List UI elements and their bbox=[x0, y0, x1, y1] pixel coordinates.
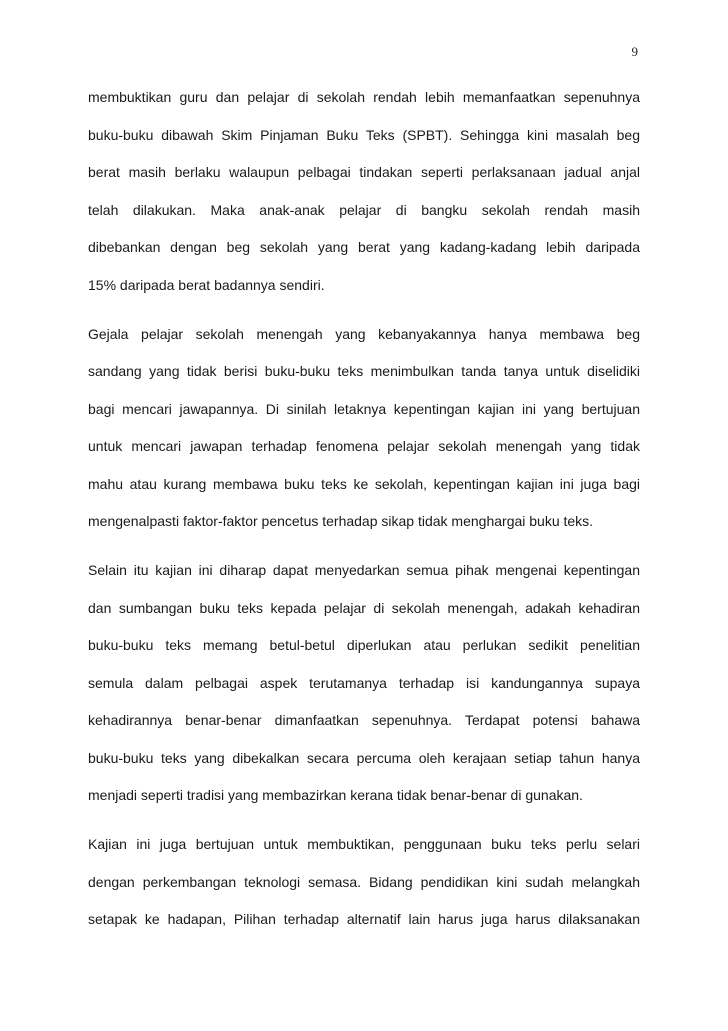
text-line: membuktikan guru dan pelajar di sekolah rendah lebih memanfaatkan sepenuhnya bbox=[88, 89, 640, 105]
text-line: untuk mencari jawapan terhadap fenomena pelajar sekolah menengah yang tidak bbox=[88, 438, 640, 454]
text-line: dan sumbangan buku teks kepada pelajar di sekolah menengah, adakah kehadiran bbox=[88, 599, 640, 616]
text-line: menjadi seperti tradisi yang membazirkan kerana tidak benar-benar di gunakan. bbox=[88, 787, 583, 803]
text-line: dibebankan dengan beg sekolah yang berat yang kadang-kadang lebih daripada bbox=[88, 239, 640, 255]
text-line: buku-buku teks memang betul-betul diperlukan atau perlukan sedikit penelitian bbox=[88, 637, 640, 653]
text-line: sandang yang tidak berisi buku-buku teks menimbulkan tanda tanya untuk diselidiki bbox=[88, 363, 640, 379]
paragraph-3 bbox=[88, 563, 640, 802]
text-line: buku-buku teks yang dibekalkan secara percuma oleh kerajaan setiap tahun hanya bbox=[88, 749, 640, 766]
body-text bbox=[88, 90, 640, 961]
text-line: bagi mencari jawapannya. Di sinilah letaknya kepentingan kajian ini yang bertujuan bbox=[88, 400, 640, 417]
text-line: kehadirannya benar-benar dimanfaatkan sepenuhnya. Terdapat potensi bahawa bbox=[88, 712, 640, 728]
text-line: setapak ke hadapan, Pilihan terhadap alternatif lain harus juga harus dilaksanakan bbox=[88, 911, 640, 927]
page-number: 9 bbox=[631, 44, 638, 59]
text-line: mahu atau kurang membawa buku teks ke sekolah, kepentingan kajian ini juga bagi bbox=[88, 475, 640, 492]
text-line: berat masih berlaku walaupun pelbagai tindakan seperti perlaksanaan jadual anjal bbox=[88, 164, 640, 180]
paragraph-1 bbox=[88, 90, 640, 292]
text-line: Selain itu kajian ini diharap dapat menyedarkan semua pihak mengenai kepentingan bbox=[88, 562, 640, 578]
text-line: telah dilakukan. Maka anak-anak pelajar di bangku sekolah rendah masih bbox=[88, 201, 640, 218]
text-line: Gejala pelajar sekolah menengah yang kebanyakannya hanya membawa beg bbox=[88, 325, 640, 342]
paragraph-2 bbox=[88, 327, 640, 529]
text-line: mengenalpasti faktor-faktor pencetus terhadap sikap tidak menghargai buku teks. bbox=[88, 513, 594, 529]
paragraph-4 bbox=[88, 837, 640, 926]
text-line: 15% daripada berat badannya sendiri. bbox=[88, 276, 325, 293]
text-line: Kajian ini juga bertujuan untuk membuktikan, penggunaan buku teks perlu selari bbox=[88, 836, 640, 852]
text-line: semula dalam pelbagai aspek terutamanya terhadap isi kandungannya supaya bbox=[88, 674, 640, 691]
text-line: buku-buku dibawah Skim Pinjaman Buku Teks (SPBT). Sehingga kini masalah beg bbox=[88, 126, 640, 143]
text-line: dengan perkembangan teknologi semasa. Bidang pendidikan kini sudah melangkah bbox=[88, 873, 640, 890]
